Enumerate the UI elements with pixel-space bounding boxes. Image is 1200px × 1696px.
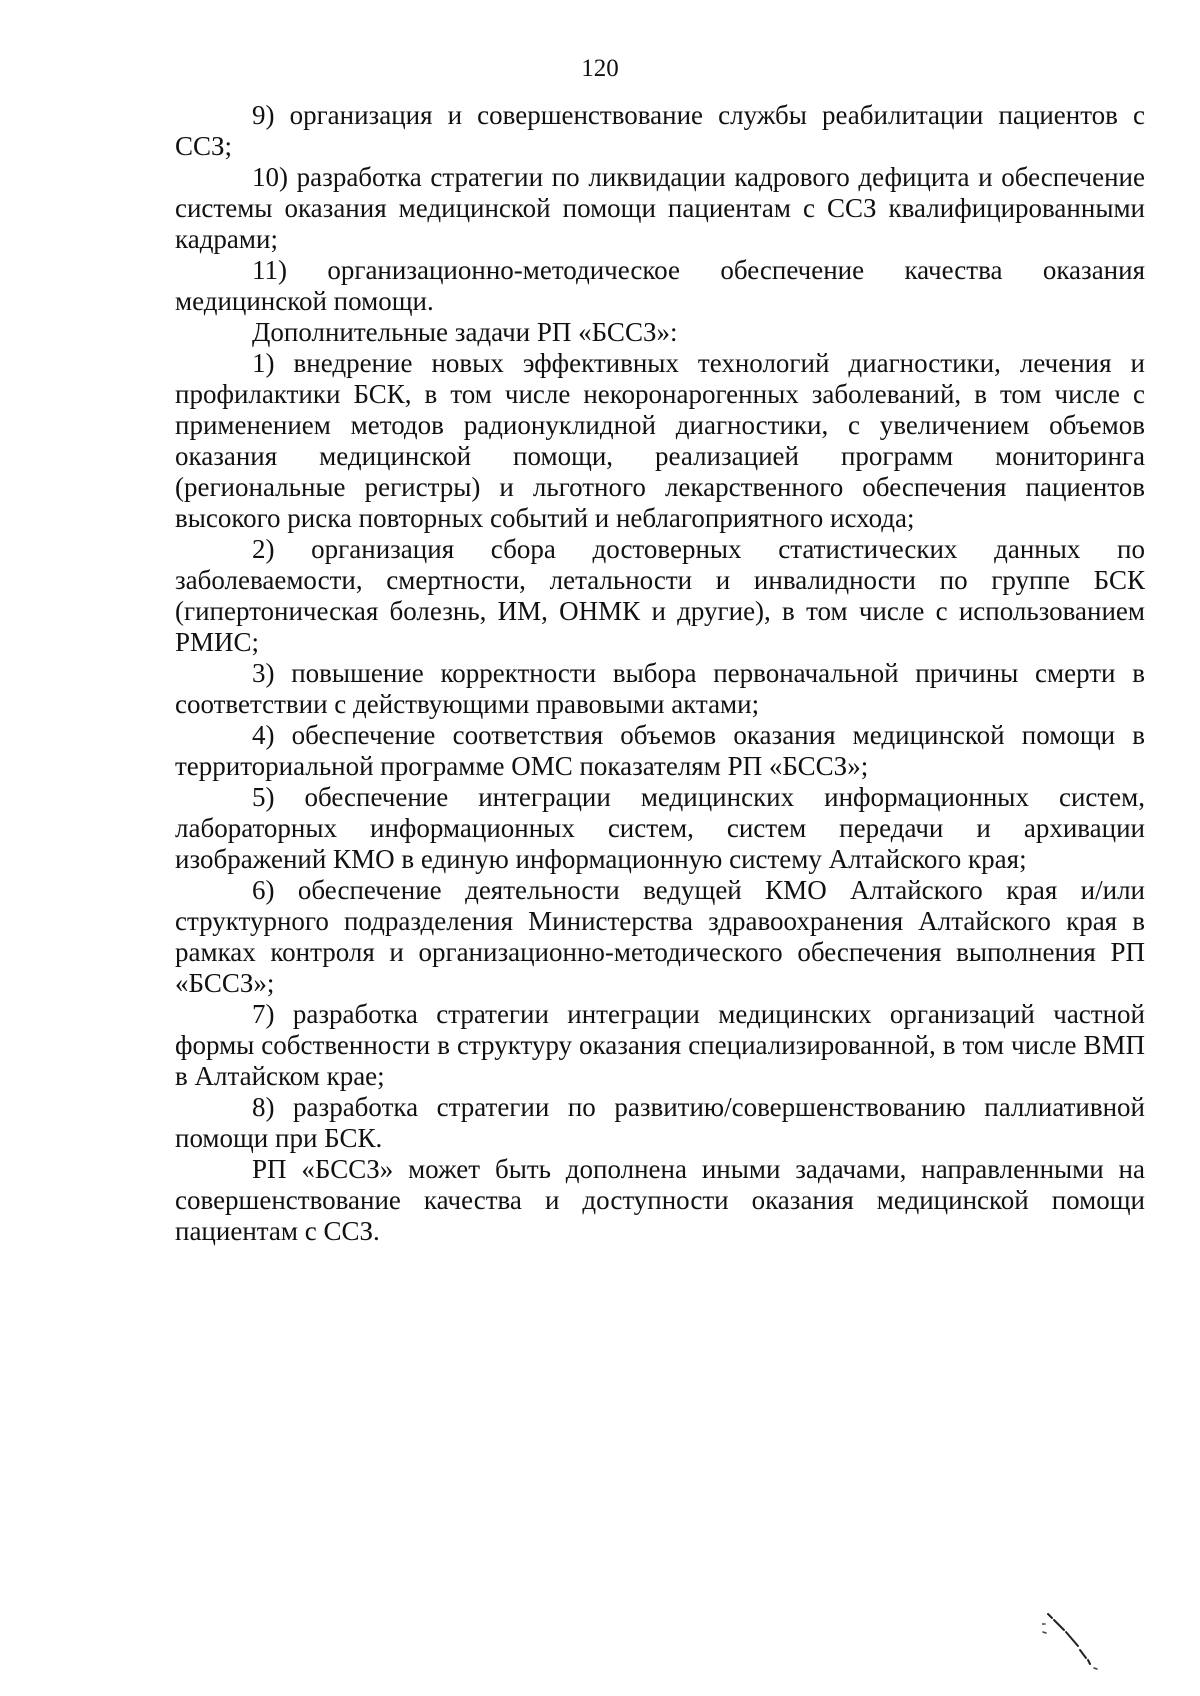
paragraph-additional-task-1: 1) внедрение новых эффективных технологий диагностики, лечения и профилактики БСК, в том числе некоронарогенных заболеваний, в том числе с применением методов радионуклидной диагностики, с увеличением объемов оказания медицинской помощи, реализацией программ мониторинга (региональные регистры) и льготного лекарственного обеспечения пациентов высокого риска повторных событий и неблагоприятного исхода; xyxy=(175,348,1145,533)
paragraph-additional-task-4: 4) обеспечение соответствия объемов оказания медицинской помощи в территориальной программе ОМС показателям РП «БССЗ»; xyxy=(175,720,1145,781)
paragraph-additional-task-3: 3) повышение корректности выбора первоначальной причины смерти в соответствии с действующими правовыми актами; xyxy=(175,658,1145,719)
paragraph-additional-task-6: 6) обеспечение деятельности ведущей КМО Алтайского края и/или структурного подразделения Министерства здравоохранения Алтайского края в рамках контроля и организационно-методического обеспечения выполнения РП «БССЗ»; xyxy=(175,875,1145,998)
paragraph-additional-task-2: 2) организация сбора достоверных статистических данных по заболеваемости, смертности, летальности и инвалидности по группе БСК (гипертоническая болезнь, ИМ, ОНМК и другие), в том числе с использованием РМИС; xyxy=(175,534,1145,657)
additional-tasks-heading: Дополнительные задачи РП «БССЗ»: xyxy=(252,317,678,347)
paragraph-task-9: 9) организация и совершенствование службы реабилитации пациентов с ССЗ; xyxy=(175,100,1145,161)
paragraph-additional-task-8: 8) разработка стратегии по развитию/совершенствованию паллиативной помощи при БСК. xyxy=(175,1092,1145,1153)
scan-artifact-mark xyxy=(1042,1612,1102,1672)
page-number: 120 xyxy=(581,55,619,82)
paragraph-additional-task-7: 7) разработка стратегии интеграции медицинских организаций частной формы собственности в структуру оказания специализированной, в том числе ВМП в Алтайском крае; xyxy=(175,999,1145,1091)
closing-paragraph: РП «БССЗ» может быть дополнена иными задачами, направленными на совершенствование качества и доступности оказания медицинской помощи пациентам с ССЗ. xyxy=(175,1154,1145,1246)
paragraph-additional-task-5: 5) обеспечение интеграции медицинских информационных систем, лабораторных информационных систем, систем передачи и архивации изображений КМО в единую информационную систему Алтайского края; xyxy=(175,782,1145,874)
paragraph-task-10: 10) разработка стратегии по ликвидации кадрового дефицита и обеспечение системы оказания медицинской помощи пациентам с ССЗ квалифицированными кадрами; xyxy=(175,162,1145,254)
paragraph-task-11: 11) организационно-методическое обеспечение качества оказания медицинской помощи. xyxy=(175,255,1145,316)
document-body xyxy=(175,100,1145,1247)
